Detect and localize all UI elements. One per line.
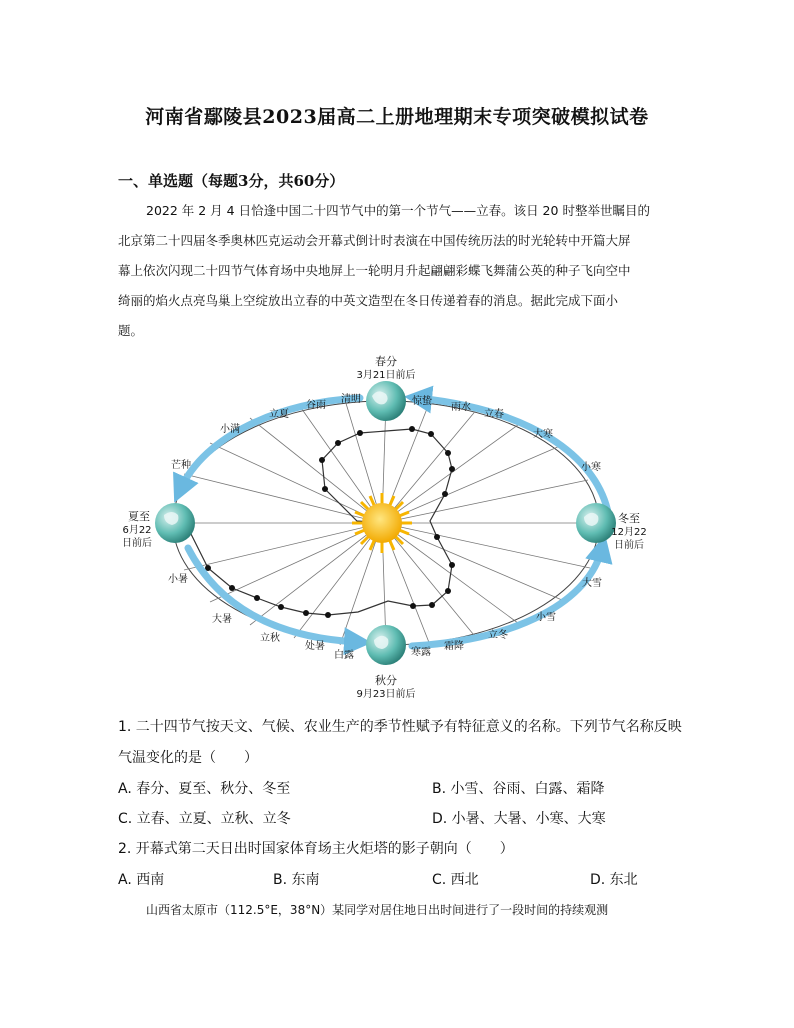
label-qingming: 清明 xyxy=(341,394,361,405)
q2-option-b[interactable]: B. 东南 xyxy=(273,872,320,888)
passage-line: 北京第二十四届冬季奥林匹克运动会开幕式倒计时表演在中国传统历法的时光轮转中开篇大屏 xyxy=(118,233,631,248)
label-xiaohan: 小寒 xyxy=(581,462,601,473)
sunlight-path xyxy=(186,429,452,615)
label-dongzhi-date1: 12月22 xyxy=(611,527,647,538)
label-lixia: 立夏 xyxy=(269,409,289,420)
q1-option-b[interactable]: B. 小雪、谷雨、白露、霜降 xyxy=(432,781,605,797)
earth-icon-summer xyxy=(155,503,195,543)
passage-line: 题。 xyxy=(118,323,144,338)
label-xiazhi-date1: 6月22 xyxy=(122,525,152,536)
label-jingzhe: 惊蛰 xyxy=(412,396,432,407)
section-heading: 一、单选题（每题3分，共60分） xyxy=(118,172,345,190)
label-shuangjiang: 霜降 xyxy=(444,641,464,652)
label-liqiu: 立秋 xyxy=(260,633,280,644)
label-xiazhi-date2: 日前后 xyxy=(122,538,152,549)
q1-option-a[interactable]: A. 春分、夏至、秋分、冬至 xyxy=(118,781,291,797)
label-xiaoshu: 小暑 xyxy=(168,574,188,585)
label-dahan: 大寒 xyxy=(533,429,553,440)
q2-stem: 2. 开幕式第二天日出时国家体育场主火炬塔的影子朝向（ ） xyxy=(118,841,514,857)
sun-icon xyxy=(352,493,412,553)
label-dongzhi-date2: 日前后 xyxy=(614,540,644,551)
passage-line: 2022 年 2 月 4 日恰逢中国二十四节气中的第一个节气——立春。该日 20 时整举世瞩目的 xyxy=(146,203,650,218)
label-chunfen: 春分 xyxy=(375,355,397,368)
q2-option-d[interactable]: D. 东北 xyxy=(590,872,638,888)
solar-terms-diagram xyxy=(0,345,794,705)
label-mangzhong: 芒种 xyxy=(171,460,191,471)
q2-option-a[interactable]: A. 西南 xyxy=(118,872,165,888)
next-passage: 山西省太原市（112.5°E，38°N）某同学对居住地日出时间进行了一段时间的持续观测 xyxy=(146,903,609,917)
label-dashu: 大暑 xyxy=(212,614,232,625)
passage-line: 幕上依次闪现二十四节气体育场中央地屏上一轮明月升起翩翩彩蝶飞舞蒲公英的种子飞向空中 xyxy=(118,263,631,278)
q1-stem-line1: 1. 二十四节气按天文、气候、农业生产的季节性赋予有特征意义的名称。下列节气名称反映 xyxy=(118,719,682,735)
q1-option-d[interactable]: D. 小暑、大暑、小寒、大寒 xyxy=(432,811,606,827)
label-guyu: 谷雨 xyxy=(306,400,326,411)
sunlight-dots xyxy=(205,426,455,618)
label-qiufen-date: 9月23日前后 xyxy=(356,689,416,700)
passage-line: 绮丽的焰火点亮鸟巢上空绽放出立春的中英文造型在冬日传递着春的消息。据此完成下面小 xyxy=(118,293,619,308)
label-yushui: 雨水 xyxy=(451,402,471,413)
label-chunfen-date: 3月21日前后 xyxy=(356,370,416,381)
q1-stem-line2: 气温变化的是（ ） xyxy=(118,750,258,766)
label-bailu: 白露 xyxy=(334,650,354,661)
earth-icon-winter xyxy=(576,503,616,543)
label-xiaoman: 小满 xyxy=(220,424,240,435)
label-daxue: 大雪 xyxy=(582,578,602,589)
label-hanlu: 寒露 xyxy=(411,647,431,658)
label-lidong: 立冬 xyxy=(488,630,508,641)
earth-icon-autumn xyxy=(366,625,406,665)
page-title: 河南省鄢陵县2023届高二上册地理期末专项突破模拟试卷 xyxy=(145,106,649,128)
label-chushu: 处暑 xyxy=(305,641,325,652)
q2-option-c[interactable]: C. 西北 xyxy=(432,872,479,888)
label-xiaoxue: 小雪 xyxy=(536,612,556,623)
earth-icon-spring xyxy=(366,381,406,421)
label-xiazhi: 夏至 xyxy=(128,510,150,523)
label-qiufen: 秋分 xyxy=(375,674,397,687)
passage xyxy=(118,196,678,346)
q1-option-c[interactable]: C. 立春、立夏、立秋、立冬 xyxy=(118,811,291,827)
label-lichun: 立春 xyxy=(484,409,504,420)
label-dongzhi: 冬至 xyxy=(618,512,640,525)
